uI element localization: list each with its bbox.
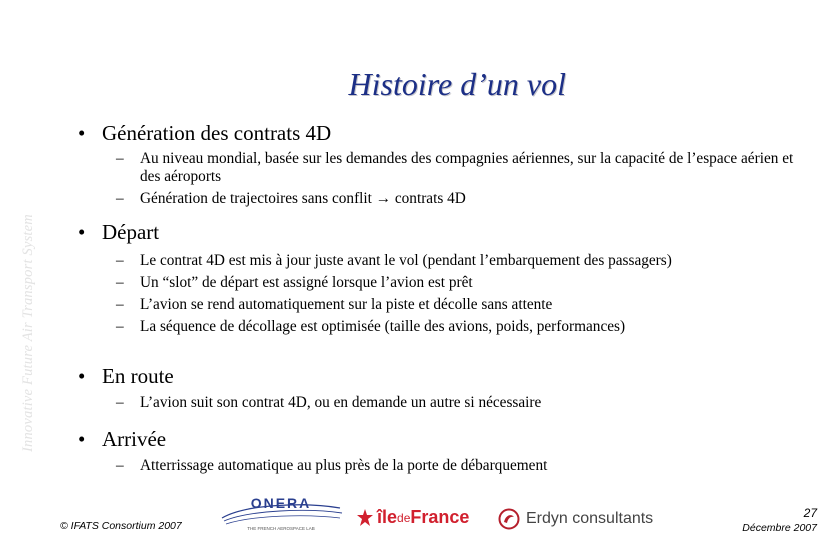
idf-suffix: France (410, 507, 470, 527)
bullet-row (78, 364, 541, 389)
list-item-text: Au niveau mondial, basée sur les demandes des compagnies aériennes, sur la capacité de l’espace aérien et des aéroports (140, 150, 794, 185)
list-item (116, 190, 806, 208)
list-item (116, 394, 541, 412)
idf-mid: de (397, 510, 411, 525)
list-item-text: La séquence de décollage est optimisée (taille des avions, poids, performances) (140, 318, 626, 335)
bullet-icon: • (78, 364, 86, 388)
dash-icon: – (116, 252, 124, 269)
dash-icon: – (116, 274, 124, 291)
dash-icon: – (116, 457, 124, 474)
list-item (116, 150, 806, 186)
bullet-icon: • (78, 121, 86, 145)
section-heading: Arrivée (102, 427, 167, 451)
erdyn-logo (498, 508, 653, 530)
bullet-icon: • (78, 427, 86, 451)
dash-icon: – (116, 394, 124, 411)
section-depart (78, 220, 672, 340)
erdyn-emblem-icon (498, 508, 520, 530)
section-heading: En route (102, 364, 174, 388)
section-heading: Génération des contrats 4D (102, 121, 332, 145)
bullet-icon: • (78, 220, 86, 244)
list-item (116, 252, 672, 270)
list-item-text: Génération de trajectoires sans conflit → contrats 4D (140, 190, 466, 207)
copyright: © IFATS Consortium 2007 (60, 520, 182, 532)
sub-list (78, 394, 541, 412)
sub-list (78, 457, 547, 475)
list-item-text: Un “slot” de départ est assigné lorsque l’avion est prêt (140, 274, 473, 291)
list-item (116, 274, 672, 292)
onera-wordmark: ONERA (250, 495, 312, 511)
section-heading: Départ (102, 220, 160, 244)
dash-icon: – (116, 190, 124, 207)
list-item (116, 296, 672, 314)
section-arrivee (78, 427, 547, 479)
section-en-route (78, 364, 541, 416)
ile-de-france-logo (356, 507, 469, 528)
bullet-row (78, 220, 672, 245)
list-item (116, 457, 547, 475)
dash-icon: – (116, 150, 124, 167)
dash-icon: – (116, 318, 124, 335)
footer-right (742, 506, 817, 534)
list-item-text: Atterrissage automatique au plus près de la porte de débarquement (140, 457, 548, 474)
onera-logo (216, 494, 346, 532)
onera-tagline: THE FRENCH AEROSPACE LAB (247, 526, 315, 531)
side-label: Innovative Future Air Transport System (20, 214, 36, 452)
list-item (116, 318, 672, 336)
list-item-text: L’avion se rend automatiquement sur la piste et décolle sans attente (140, 296, 553, 313)
erdyn-wordmark: Erdyn consultants (526, 510, 654, 527)
sub-list (78, 150, 806, 208)
list-item-text: Le contrat 4D est mis à jour juste avant le vol (pendant l’embarquement des passagers) (140, 252, 672, 269)
dash-icon: – (116, 296, 124, 313)
bullet-row (78, 427, 547, 452)
sub-list (78, 252, 672, 336)
idf-prefix: île (377, 507, 398, 527)
star-icon (356, 508, 374, 528)
footer-date: Décembre 2007 (742, 522, 817, 534)
page-number: 27 (803, 506, 817, 520)
section-contrats (78, 121, 806, 212)
bullet-row (78, 121, 806, 146)
list-item-text: L’avion suit son contrat 4D, ou en demande un autre si nécessaire (140, 394, 542, 411)
slide-title: Histoire d’un vol (348, 66, 566, 102)
